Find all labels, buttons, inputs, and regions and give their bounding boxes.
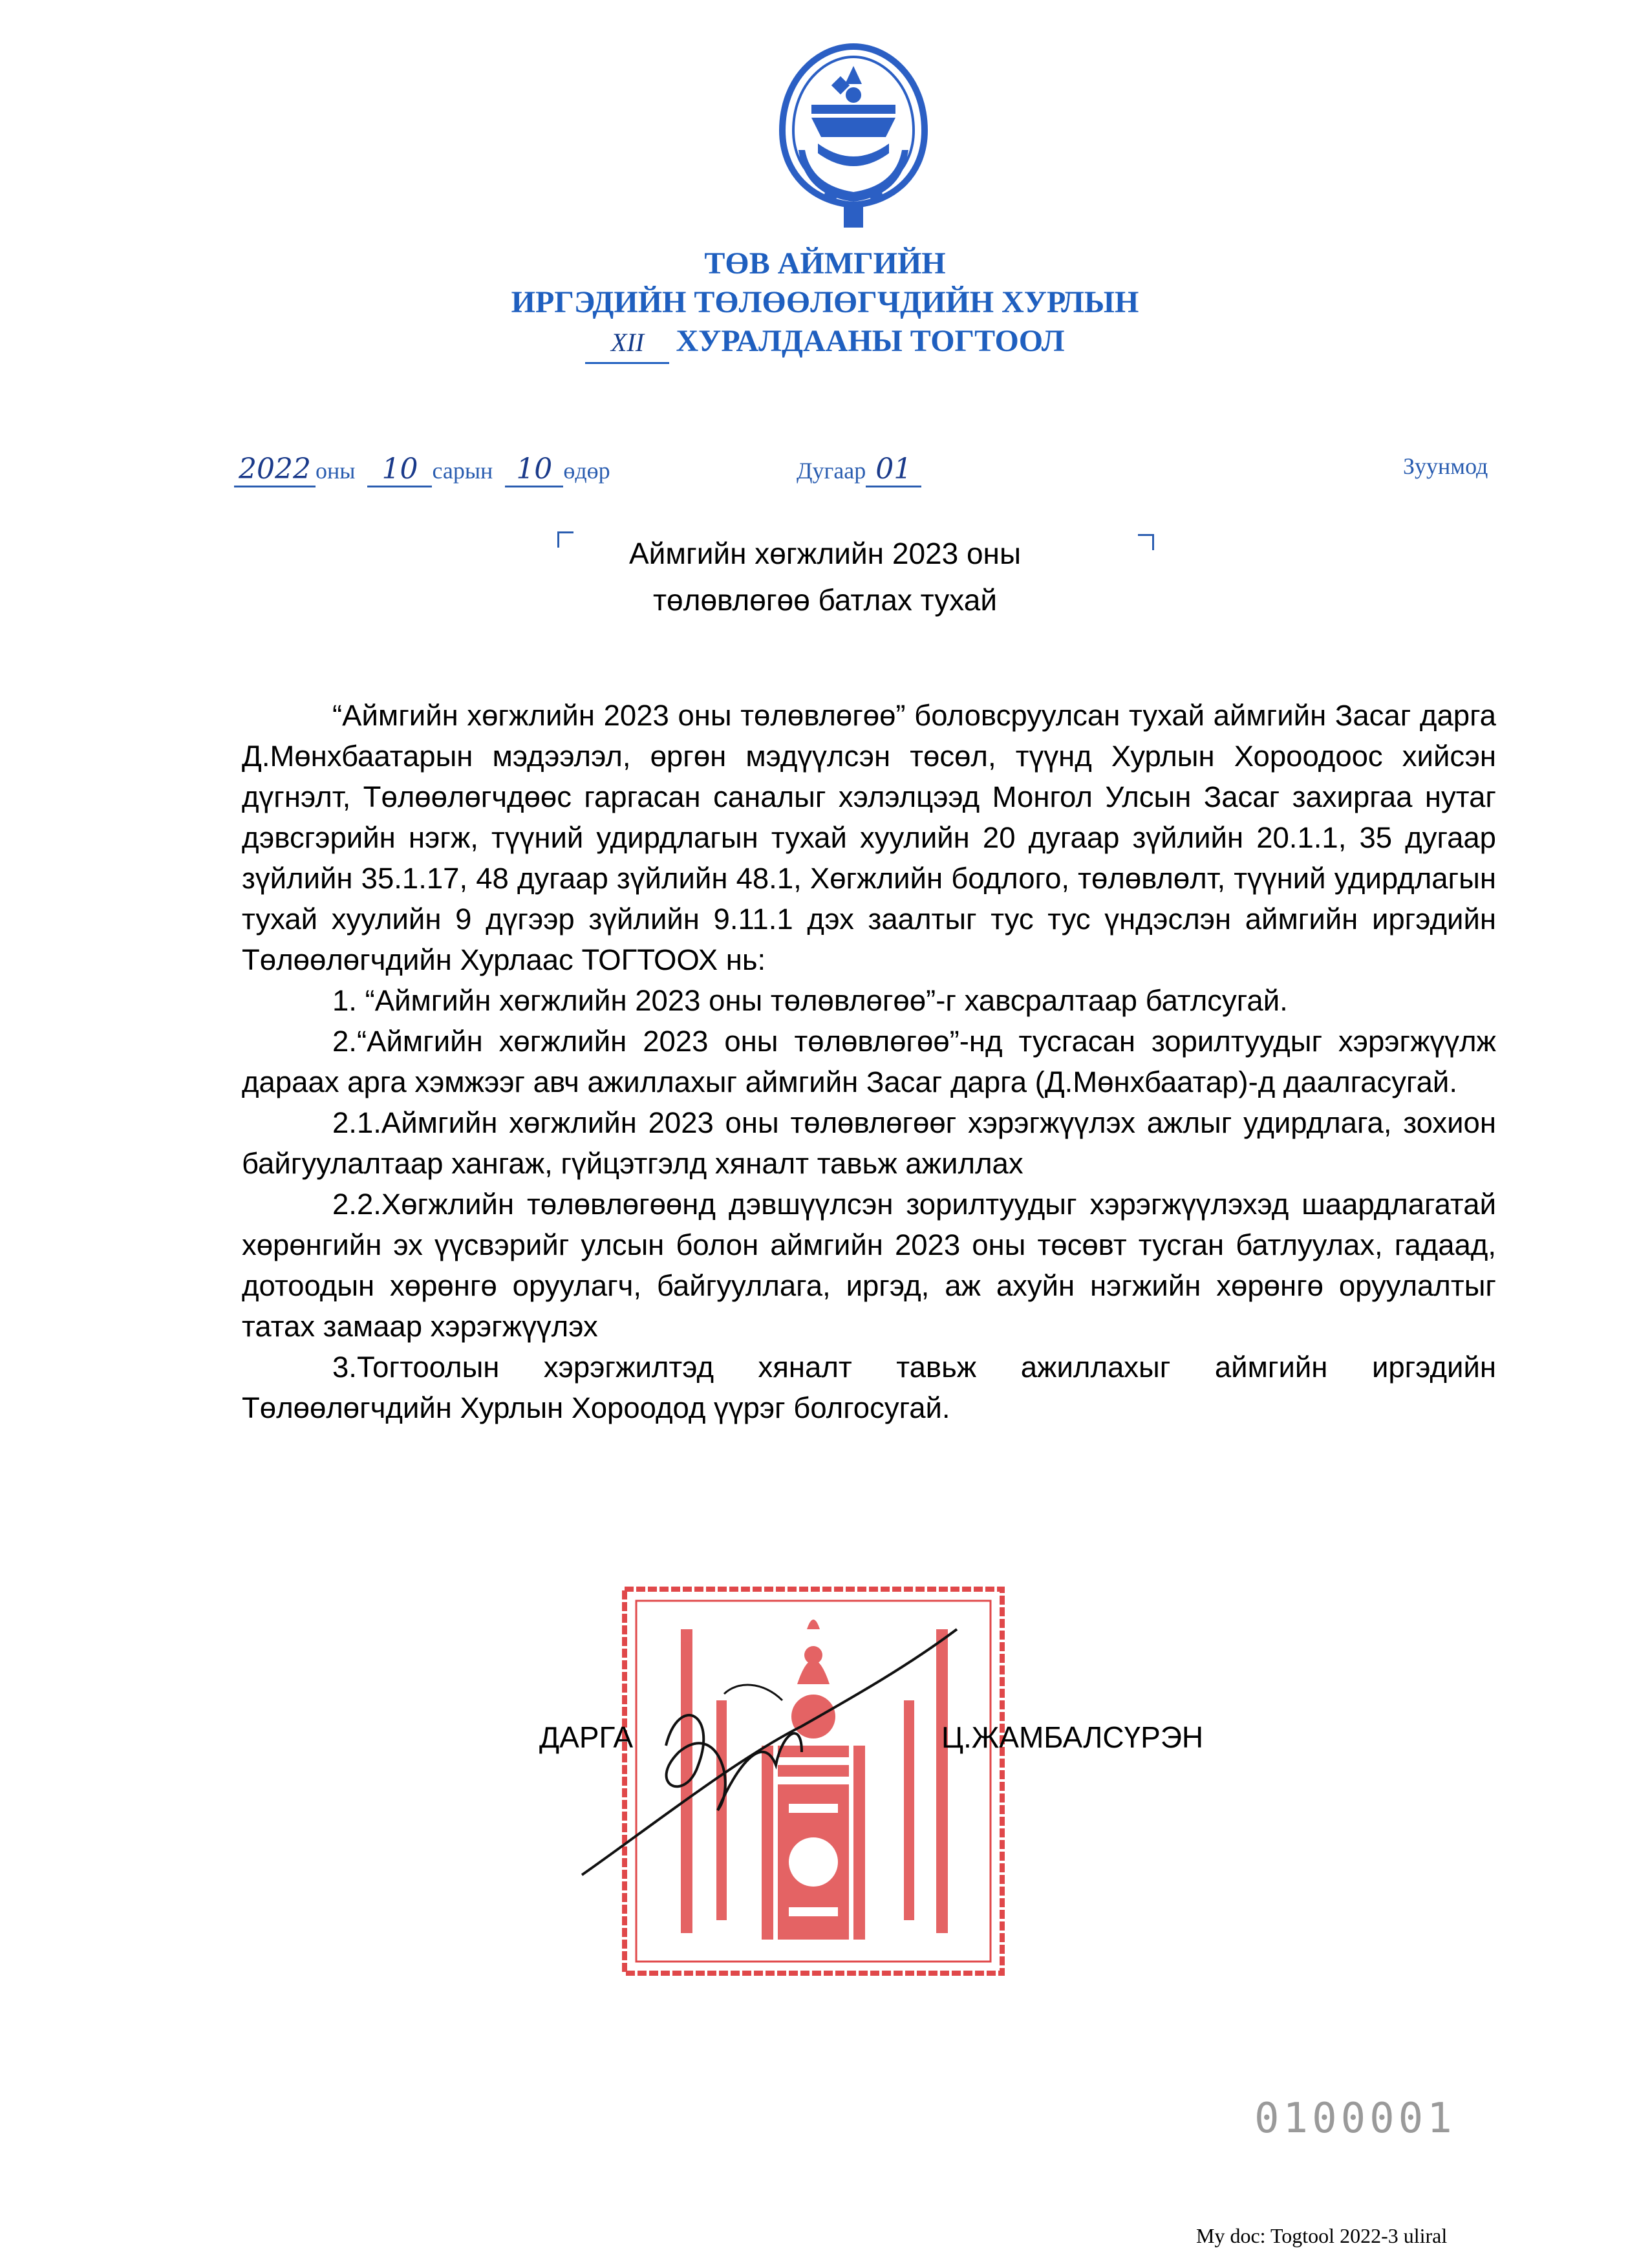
header-line-2: ИРГЭДИЙН ТӨЛӨӨЛӨГЧДИЙН ХУРЛЫН — [511, 285, 1139, 319]
header-line-3 — [0, 322, 1650, 364]
date-month-suffix: сарын — [432, 458, 493, 484]
number-line — [797, 453, 921, 487]
subject-line-1: Аймгийн хөгжлийн 2023 оны — [628, 537, 1022, 570]
date-line — [234, 453, 610, 487]
signer-title: ДАРГА — [539, 1720, 634, 1754]
preamble-paragraph: “Аймгийн хөгжлийн 2023 оны төлөвлөгөө” боловсруулсан тухай аймгийн Засаг дарга Д.Мөнхбаатарын мэдээлэл, өргөн мэдүүлсэн төсөл, түүнд Хурлын Хороодоос хийсэн дүгнэлт, Төлөөлөгчдөөс гаргасан саналыг хэлэлцээд Монгол Улсын Засаг захиргаа нутаг дэвсгэрийн нэгж, түүний удирдлагын тухай хуулийн 20 дугаар зүйлийн 20.1.1, 35 дугаар зүйлийн 35.1.17, 48 дугаар зүйлийн 48.1, Хөгжлийн бодлого, төлөвлөлт, түүний удирдлагын тухай хуулийн 9 дүгээр зүйлийн 9.11.1 дэх заалтыг тус тус үндэслэн аймгийн иргэдийн Төлөөлөгчдийн Хурлаас ТОГТООХ нь: — [242, 699, 1496, 976]
date-year-suffix: оны — [316, 458, 356, 484]
subject — [0, 530, 1650, 623]
date-month: 10 — [367, 453, 432, 487]
footer-doc-ref: My doc: Togtool 2022-3 uliral — [1196, 2224, 1448, 2247]
number-value: 01 — [866, 453, 921, 487]
serial-number: 0100001 — [1254, 2095, 1456, 2143]
session-number: XII — [585, 323, 669, 364]
item-paragraph: 2.1.Аймгийн хөгжлийн 2023 оны төлөвлөгөөг хэрэгжүүлэх ажлыг удирдлага, зохион байгуулалтаар хангаж, гүйцэтгэлд хяналт тавьж ажиллах — [242, 1106, 1496, 1180]
place: Зуунмод — [1403, 453, 1488, 479]
date-year: 2022 — [234, 453, 316, 487]
signer-name: Ц.ЖАМБАЛСҮРЭН — [941, 1720, 1204, 1754]
header-line-3-text: ХУРАЛДААНЫ ТОГТООЛ — [676, 324, 1065, 358]
date-day-suffix: өдөр — [563, 458, 610, 484]
item-paragraph: 3.Тогтоолын хэрэгжилтэд хяналт тавьж ажиллахыг аймгийн иргэдийн Төлөөлөгчдийн Хурлын Хороодод үүрэг болгосугай. — [242, 1351, 1496, 1424]
date-day: 10 — [505, 453, 563, 487]
header — [0, 244, 1650, 364]
number-label: Дугаар — [797, 458, 866, 484]
state-emblem — [773, 40, 934, 234]
header-line-1: ТӨВ АЙМГИЙН — [704, 246, 946, 281]
item-paragraph: 2.“Аймгийн хөгжлийн 2023 оны төлөвлөгөө”-нд тусгасан зорилтуудыг хэрэгжүүлж дараах арга хэмжээг авч ажиллахыг аймгийн Засаг дарга (Д.Мөнхбаатар)-д даалгасугай. — [242, 1025, 1496, 1098]
item-paragraph: 2.2.Хөгжлийн төлөвлөгөөнд дэвшүүлсэн зорилтуудыг хэрэгжүүлэхэд шаардлагатай хөрөнгийн эх үүсвэрийг улсын болон аймгийн 2023 оны төсөвт тусган батлуулах, гадаад, дотоодын хөрөнгө оруулагч, байгууллага, иргэд, аж ахуйн нэгжийн хөрөнгө оруулалтыг татах замаар хэрэгжүүлэх — [242, 1188, 1496, 1343]
item-paragraph: 1. “Аймгийн хөгжлийн 2023 оны төлөвлөгөө”-г хавсралтаар батлсугай. — [332, 984, 1288, 1017]
resolution-body — [242, 695, 1496, 1428]
subject-line-2: төлөвлөгөө батлах тухай — [652, 583, 998, 617]
